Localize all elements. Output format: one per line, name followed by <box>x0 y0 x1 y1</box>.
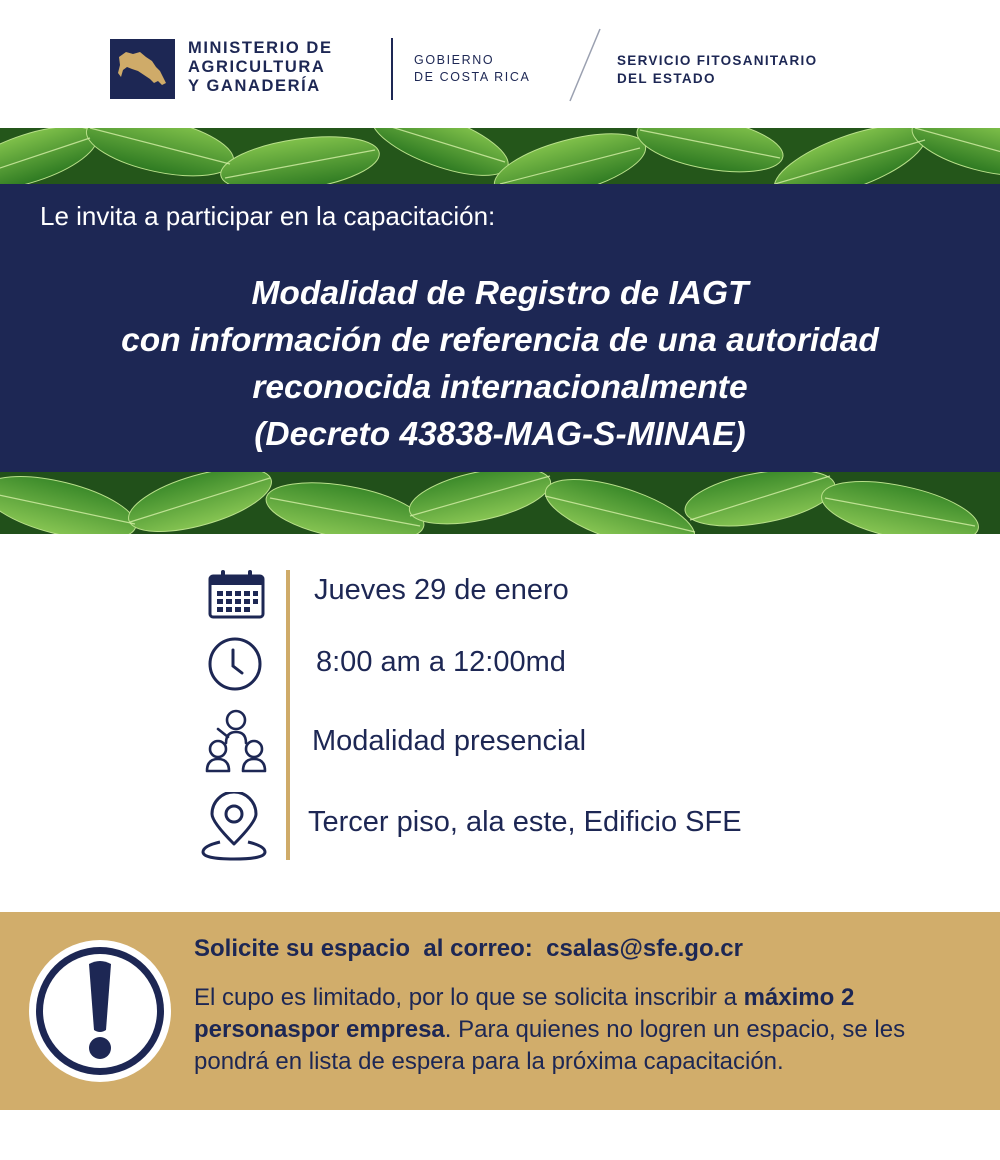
event-details <box>0 534 1000 912</box>
header <box>0 0 1000 128</box>
header-divider <box>391 38 393 100</box>
course-title-line: reconocida internacionalmente <box>252 369 748 406</box>
notice-body-emphasis: máximo 2 personaspor empresa <box>194 984 855 1043</box>
details-divider <box>286 570 290 860</box>
event-date: Jueves 29 de enero <box>314 574 569 606</box>
event-location: Tercer piso, ala este, Edificio SFE <box>308 806 742 838</box>
government-name <box>414 52 530 86</box>
course-title <box>0 270 1000 458</box>
invitation-panel <box>0 184 1000 472</box>
event-modality: Modalidad presencial <box>312 725 587 757</box>
invitation-intro: Le invita a participar en la capacitación: <box>40 201 496 231</box>
event-time: 8:00 am a 12:00md <box>316 646 566 678</box>
ministry-name <box>188 39 333 96</box>
notice-heading: Solicite su espacio al correo: csalas@sfe.go.cr <box>194 935 743 962</box>
service-line: SERVICIO FITOSANITARIO <box>617 53 818 68</box>
government-line: GOBIERNO <box>414 53 495 67</box>
service-line: DEL ESTADO <box>617 71 716 86</box>
notice-body <box>194 982 984 1078</box>
header-slash-divider <box>566 28 606 102</box>
leaf-banner-bottom <box>0 472 1000 534</box>
calendar-icon <box>207 568 267 620</box>
course-title-line: Modalidad de Registro de IAGT <box>251 275 749 312</box>
clock-icon <box>206 636 266 692</box>
notice-body-text: El cupo es limitado, por lo que se solicita inscribir a <box>194 984 744 1011</box>
government-line: DE COSTA RICA <box>414 70 531 84</box>
registration-notice <box>0 912 1000 1110</box>
course-title-line: (Decreto 43838-MAG-S-MINAE) <box>254 416 746 453</box>
costa-rica-map-icon <box>110 39 175 99</box>
service-name <box>617 52 817 88</box>
notice-body-text: . Para quienes no logren un espacio, se les pondrá en lista de espera para la próxima capacitación. <box>194 1016 906 1075</box>
ministry-line: MINISTERIO DE <box>188 39 333 57</box>
leaf-banner-top <box>0 128 1000 184</box>
exclamation-alert-icon <box>27 938 173 1084</box>
people-icon <box>204 707 268 773</box>
location-pin-icon <box>200 792 268 862</box>
course-title-line: con información de referencia de una autoridad <box>121 322 879 359</box>
ministry-line: Y GANADERÍA <box>188 77 321 95</box>
ministry-line: AGRICULTURA <box>188 58 326 76</box>
